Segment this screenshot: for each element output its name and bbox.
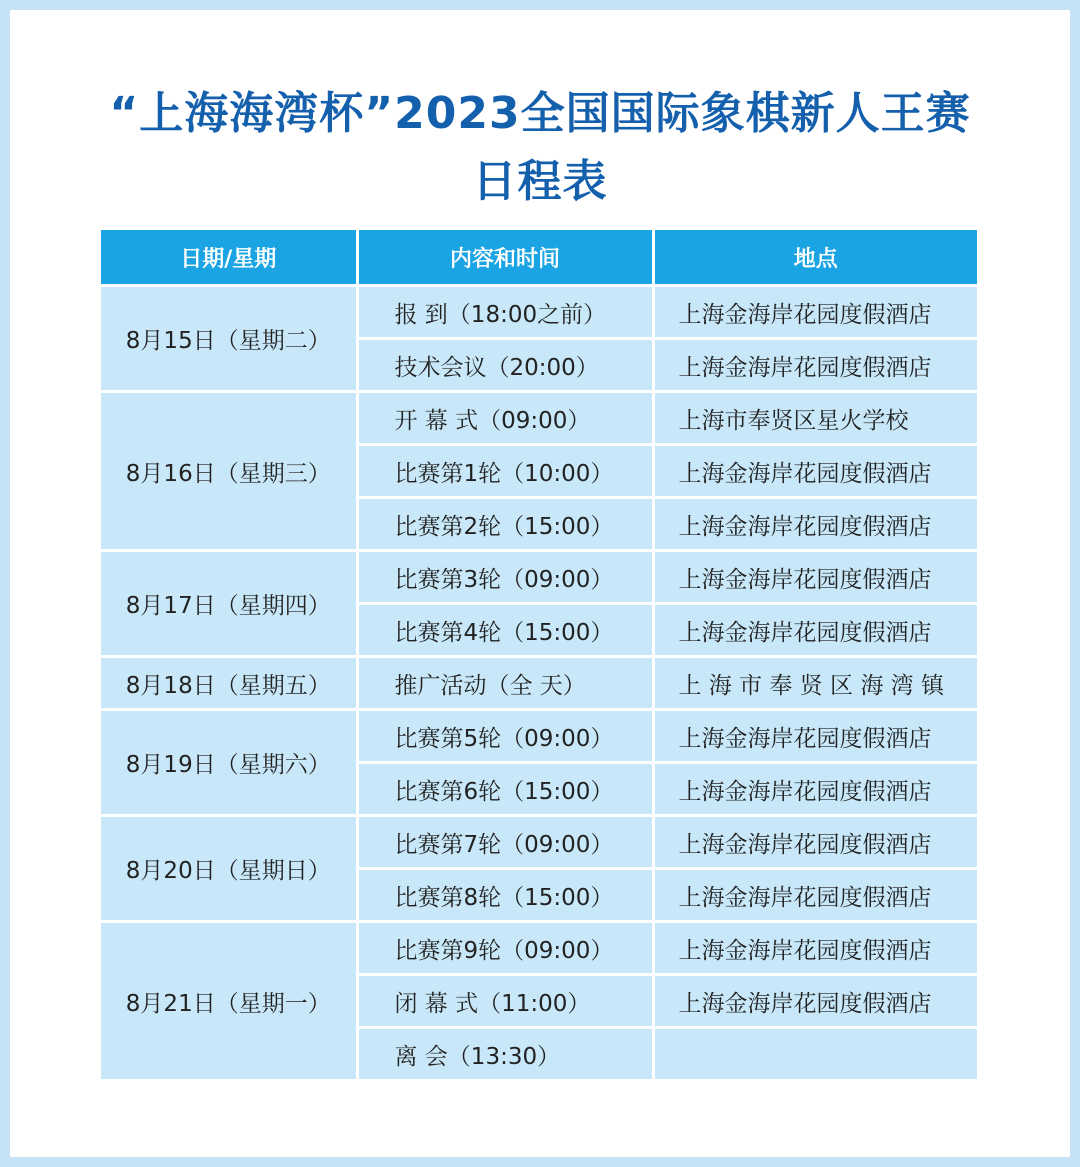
table-row <box>101 922 977 975</box>
event-cell: 比赛第5轮（09:00） <box>357 710 653 763</box>
table-header-row <box>101 230 977 286</box>
venue-cell: 上海金海岸花园度假酒店 <box>653 710 977 763</box>
event-cell: 比赛第8轮（15:00） <box>357 869 653 922</box>
date-cell: 8月18日（星期五） <box>101 657 357 710</box>
date-cell: 8月15日（星期二） <box>101 286 357 392</box>
date-cell: 8月16日（星期三） <box>101 392 357 551</box>
event-cell: 比赛第3轮（09:00） <box>357 551 653 604</box>
event-cell: 技术会议（20:00） <box>357 339 653 392</box>
venue-cell: 上海金海岸花园度假酒店 <box>653 922 977 975</box>
venue-cell: 上海市奉贤区星火学校 <box>653 392 977 445</box>
venue-cell: 上海金海岸花园度假酒店 <box>653 339 977 392</box>
table-row <box>101 392 977 445</box>
event-cell: 比赛第1轮（10:00） <box>357 445 653 498</box>
venue-cell <box>653 1028 977 1080</box>
venue-cell: 上海金海岸花园度假酒店 <box>653 551 977 604</box>
date-cell: 8月19日（星期六） <box>101 710 357 816</box>
table-row <box>101 816 977 869</box>
event-cell: 推广活动（全 天） <box>357 657 653 710</box>
venue-cell: 上海金海岸花园度假酒店 <box>653 975 977 1028</box>
venue-cell: 上海金海岸花园度假酒店 <box>653 604 977 657</box>
venue-cell: 上海金海岸花园度假酒店 <box>653 816 977 869</box>
date-cell: 8月21日（星期一） <box>101 922 357 1080</box>
event-cell: 比赛第2轮（15:00） <box>357 498 653 551</box>
event-cell: 报 到（18:00之前） <box>357 286 653 339</box>
table-row <box>101 286 977 339</box>
event-cell: 开 幕 式（09:00） <box>357 392 653 445</box>
venue-cell: 上海金海岸花园度假酒店 <box>653 498 977 551</box>
event-cell: 比赛第7轮（09:00） <box>357 816 653 869</box>
page-subtitle: 日程表 <box>472 156 608 207</box>
schedule-table <box>101 230 977 1079</box>
venue-cell: 上海金海岸花园度假酒店 <box>653 869 977 922</box>
event-cell: 比赛第9轮（09:00） <box>357 922 653 975</box>
venue-cell: 上海金海岸花园度假酒店 <box>653 286 977 339</box>
page-title: “上海海湾杯”2023全国国际象棋新人王赛 <box>109 88 971 139</box>
venue-cell: 上 海 市 奉 贤 区 海 湾 镇 <box>653 657 977 710</box>
event-cell: 比赛第6轮（15:00） <box>357 763 653 816</box>
table-row <box>101 657 977 710</box>
date-cell: 8月20日（星期日） <box>101 816 357 922</box>
table-row <box>101 710 977 763</box>
header-event: 内容和时间 <box>357 230 653 286</box>
venue-cell: 上海金海岸花园度假酒店 <box>653 445 977 498</box>
event-cell: 离 会（13:30） <box>357 1028 653 1080</box>
header-venue: 地点 <box>653 230 977 286</box>
date-cell: 8月17日（星期四） <box>101 551 357 657</box>
event-cell: 比赛第4轮（15:00） <box>357 604 653 657</box>
table-row <box>101 551 977 604</box>
venue-cell: 上海金海岸花园度假酒店 <box>653 763 977 816</box>
header-date: 日期/星期 <box>101 230 357 286</box>
event-cell: 闭 幕 式（11:00） <box>357 975 653 1028</box>
